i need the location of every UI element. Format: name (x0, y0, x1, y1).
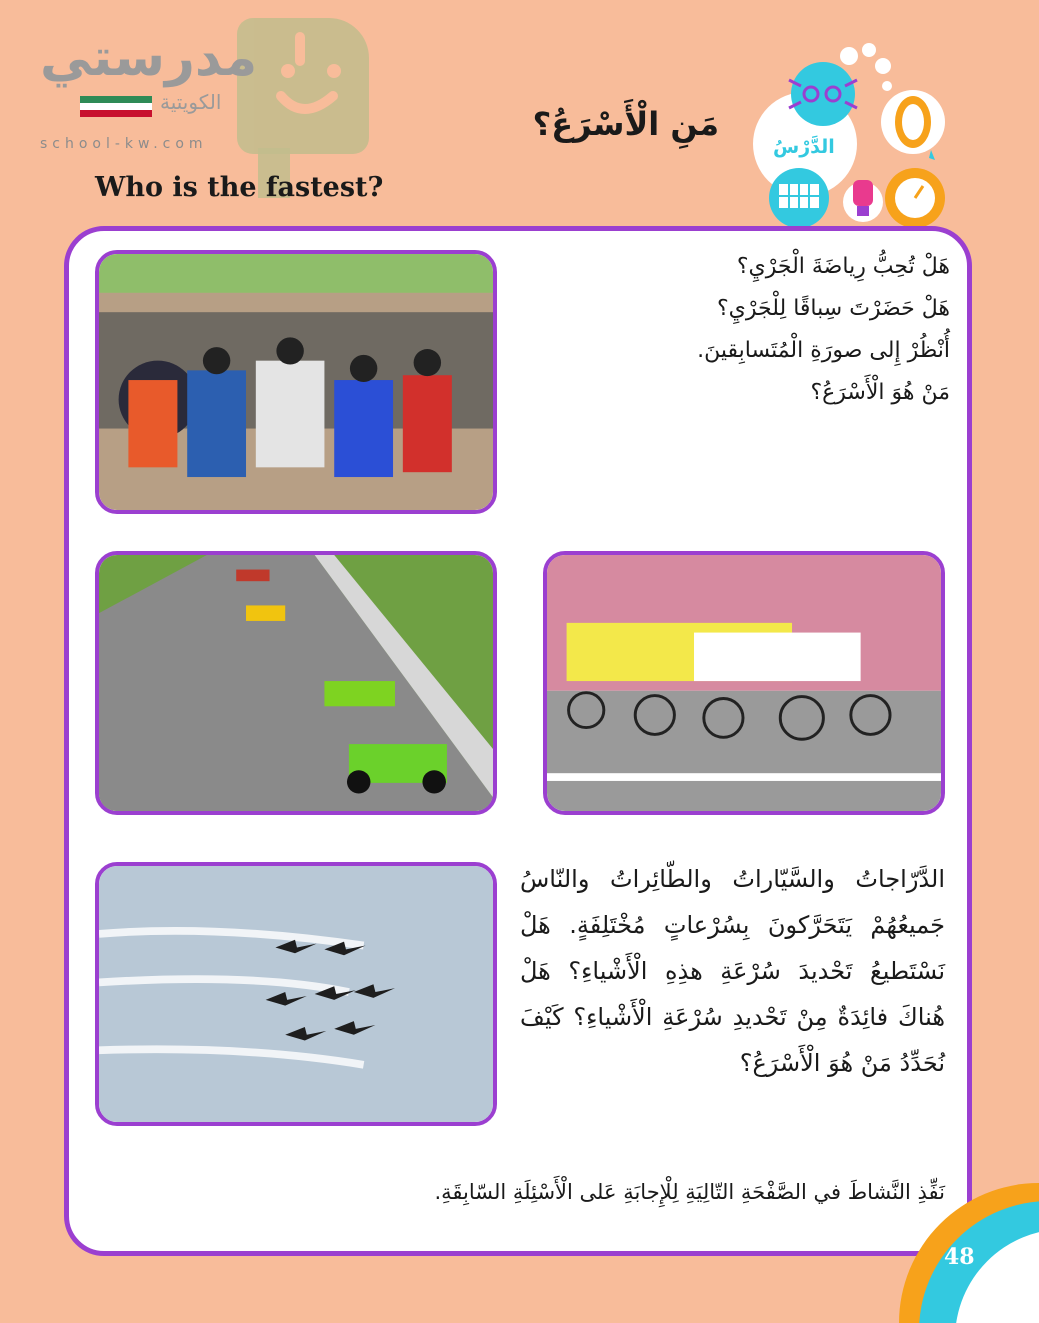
question-1: هَلْ تُحِبُّ رِياضَةَ الْجَرْيِ؟ (736, 254, 950, 279)
question-3: أُنْظُرْ إِلى صورَةِ الْمُتَسابِقينَ. (697, 338, 950, 363)
corner-decoration (809, 1183, 1039, 1323)
gauge-icon (885, 168, 945, 228)
intro-questions (560, 246, 950, 414)
lesson-icons (745, 40, 1039, 230)
question-2: هَلْ حَضَرْتَ سِباقًا لِلْجَرْيِ؟ (717, 296, 950, 321)
question-4: مَنْ هُوَ الْأَسْرَعُ؟ (810, 380, 950, 405)
solar-panel-icon (769, 168, 829, 228)
jet-formation-photo (95, 862, 497, 1126)
site-logo (30, 18, 380, 188)
lesson-badge: الدَّرْسُ (773, 136, 835, 158)
activity-instruction: نَفِّذِ النَّشاطَ في الصَّفْحَةِ التّالِيَةِ لِلْإِجابَةِ عَلى الْأَسْئِلَةِ السّابِقَةِ. (434, 1180, 945, 1204)
logo-subtitle: الكويتية (160, 90, 222, 114)
logo-url: school-kw.com (40, 136, 208, 152)
mirror-icon (881, 90, 945, 160)
lesson-title-ar: مَنِ الْأَسْرَعُ؟ (532, 105, 719, 143)
bulb-icon (843, 180, 883, 222)
page-number: 48 (944, 1244, 975, 1270)
kuwait-flag-icon (80, 96, 152, 118)
lesson-title-en: Who is the fastest? (95, 172, 384, 203)
cyclists-photo (543, 551, 945, 815)
main-paragraph: الدَّرّاجاتُ والسَّيّاراتُ والطّائِراتُ والنّاسُ جَميعُهُمْ يَتَحَرَّكونَ بِسُرْعاتٍ مُخْتَلِفَةٍ. هَلْ نَسْتَطيعُ تَحْديدَ سُرْعَةِ هذِهِ الْأَشْياءِ؟ هَلْ هُناكَ فائِدَةٌ مِنْ تَحْديدِ سُرْعَةِ الْأَشْياءِ؟ كَيْفَ نُحَدِّدُ مَنْ هُوَ الْأَسْرَعُ؟ (520, 865, 945, 1077)
logo-title: مدرستي (40, 28, 258, 88)
race-cars-photo (95, 551, 497, 815)
marathon-runners-photo (95, 250, 497, 514)
